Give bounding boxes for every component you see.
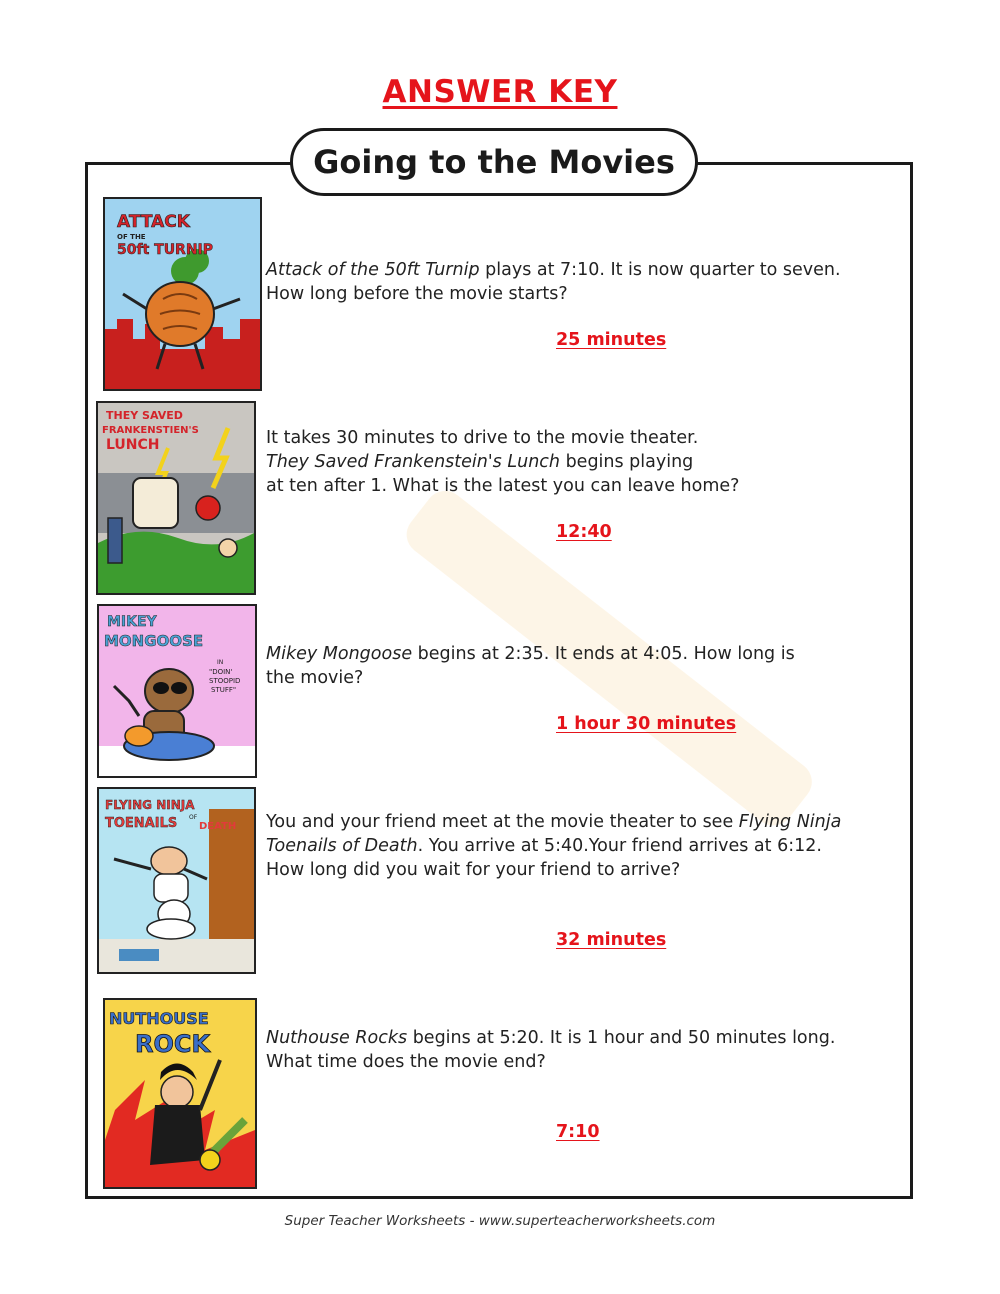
flying-ninja-poster — [97, 787, 256, 974]
attack-turnip-poster — [103, 197, 262, 391]
poster-4-line-2: TOENAILS — [105, 816, 178, 831]
poster-3-line-1: MIKEY — [107, 614, 157, 630]
nuthouse-rock-poster — [103, 998, 257, 1189]
question-2-line-3: at ten after 1. What is the latest you can leave home? — [266, 476, 740, 496]
movie-title-1: Attack of the 50ft Turnip — [266, 260, 480, 280]
poster-4-line-4: DEATH — [199, 821, 237, 832]
mikey-mongoose-poster — [97, 604, 257, 778]
poster-3-line-5: STOOPID — [209, 677, 241, 685]
question-4-line-1: You and your friend meet at the movie theater to see Flying Ninja — [266, 812, 842, 832]
poster-3-line-3: IN — [217, 659, 224, 666]
poster-1-line-3: 50ft TURNIP — [117, 242, 214, 258]
answer-4: 32 minutes — [556, 930, 667, 950]
movie-title-5: Nuthouse Rocks — [266, 1028, 408, 1048]
question-2-line-2: They Saved Frankenstein's Lunch begins playing — [266, 452, 694, 472]
poster-2-line-2: FRANKENSTIEN'S — [102, 425, 199, 436]
movie-title-3: Mikey Mongoose — [266, 644, 413, 664]
movie-title-2: They Saved Frankenstein's Lunch — [266, 452, 560, 472]
poster-1-line-2: OF THE — [117, 233, 146, 241]
question-2-line-1: It takes 30 minutes to drive to the movie theater. — [266, 428, 699, 448]
question-1-line-1: Attack of the 50ft Turnip plays at 7:10. It is now quarter to seven. — [266, 260, 841, 280]
question-4-line-3: How long did you wait for your friend to arrive? — [266, 860, 681, 880]
answer-3: 1 hour 30 minutes — [556, 714, 737, 734]
answer-2: 12:40 — [556, 522, 612, 542]
poster-2-line-3: LUNCH — [106, 437, 160, 453]
question-5-line-2: What time does the movie end? — [266, 1052, 546, 1072]
answer-5: 7:10 — [556, 1122, 600, 1142]
worksheet-title: Going to the Movies — [290, 128, 698, 196]
movie-title-4b: Toenails of Death — [266, 836, 418, 856]
question-3 — [266, 642, 795, 690]
question-3-line-1: Mikey Mongoose begins at 2:35. It ends at 4:05. How long is — [266, 644, 795, 664]
answer-key-heading: ANSWER KEY — [382, 74, 618, 110]
question-5-line-1: Nuthouse Rocks begins at 5:20. It is 1 hour and 50 minutes long. — [266, 1028, 836, 1048]
movie-title-4a: Flying Ninja — [738, 812, 842, 832]
question-2 — [266, 426, 739, 498]
answer-1: 25 minutes — [556, 330, 667, 350]
poster-3-line-2: MONGOOSE — [104, 632, 204, 650]
poster-5-line-2: ROCK — [135, 1030, 211, 1058]
frankenstein-lunch-poster — [96, 401, 256, 595]
question-4-line-2: Toenails of Death. You arrive at 5:40.Your friend arrives at 6:12. — [266, 836, 822, 856]
poster-3-line-4: "DOIN' — [209, 668, 233, 676]
footer-credit: Super Teacher Worksheets - www.superteacherworksheets.com — [284, 1213, 716, 1229]
question-5 — [266, 1026, 835, 1074]
question-1 — [266, 258, 841, 306]
poster-5-line-1: NUTHOUSE — [109, 1009, 209, 1028]
poster-4-line-1: FLYING NINJA — [105, 798, 195, 812]
poster-2-line-1: THEY SAVED — [106, 409, 183, 422]
question-1-line-2: How long before the movie starts? — [266, 284, 568, 304]
question-4 — [266, 810, 841, 882]
poster-1-line-1: ATTACK — [117, 212, 190, 232]
poster-4-line-3: OF — [189, 814, 198, 821]
question-3-line-2: the movie? — [266, 668, 364, 688]
poster-3-line-6: STUFF" — [211, 686, 237, 694]
